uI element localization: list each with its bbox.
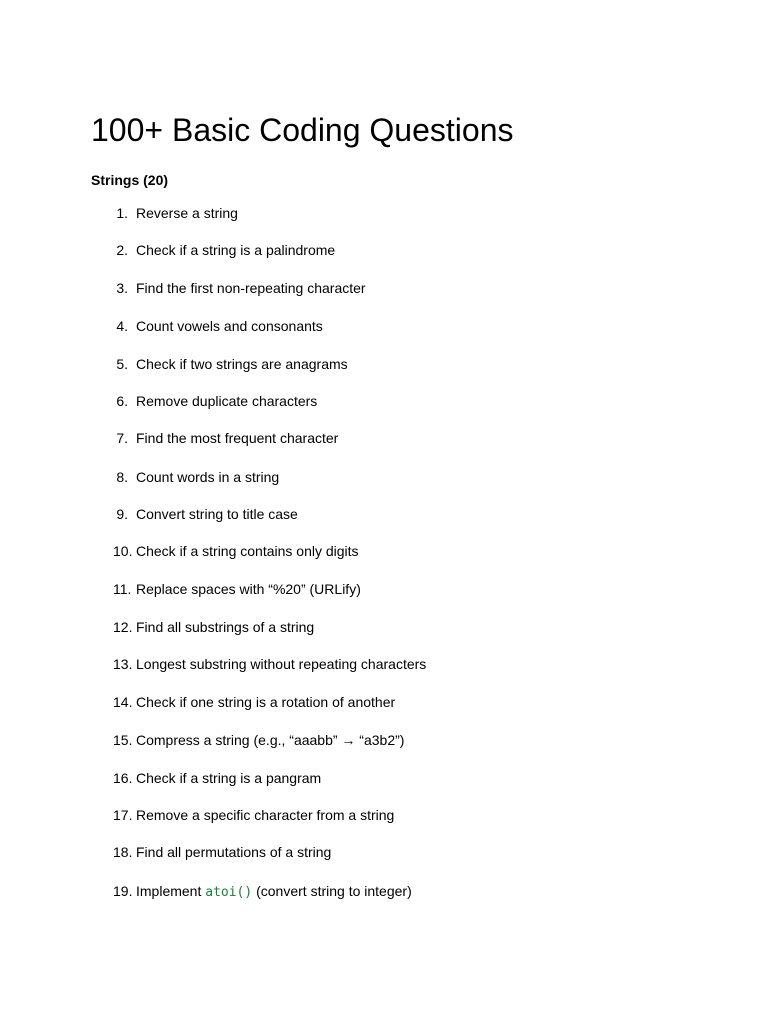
list-item-number: 8. (116, 469, 128, 485)
list-item (0, 541, 768, 561)
list-item-text: Remove duplicate characters (136, 393, 318, 409)
list-item (0, 504, 768, 524)
list-item (0, 617, 768, 637)
list-item-number: 13. (113, 656, 133, 672)
list-item (0, 467, 768, 487)
list-item (0, 278, 768, 298)
list-item-text: Count vowels and consonants (136, 318, 323, 334)
list-item (0, 354, 768, 374)
list-item-number: 9. (116, 506, 128, 522)
list-item-text-before: Implement (136, 883, 206, 899)
list-item-number: 16. (113, 770, 133, 786)
list-item (0, 692, 768, 712)
list-item-text (136, 881, 412, 903)
list-item-number: 6. (116, 393, 128, 409)
list-item-text: Check if a string is a palindrome (136, 242, 336, 258)
list-item (0, 730, 768, 750)
list-item-text: Check if a string contains only digits (136, 543, 359, 559)
list-item-number: 14. (113, 694, 133, 710)
list-item (0, 240, 768, 260)
list-item-text: Replace spaces with “%20” (URLify) (136, 581, 361, 597)
list-item-text: Find the most frequent character (136, 430, 339, 446)
list-item (0, 768, 768, 788)
list-item (0, 579, 768, 599)
list-item (0, 654, 768, 674)
list-item (0, 881, 768, 901)
list-item-number: 17. (113, 807, 133, 823)
list-item-number: 15. (113, 732, 133, 748)
list-item-text: Find all substrings of a string (136, 619, 315, 635)
list-item (0, 203, 768, 223)
inline-code-atoi: atoi() (205, 885, 253, 900)
list-item-number: 19. (113, 883, 133, 899)
list-item-text-after: (convert string to integer) (252, 883, 412, 899)
list-item-text: Longest substring without repeating characters (136, 656, 427, 672)
list-item-text: Convert string to title case (136, 506, 298, 522)
list-item-text: Reverse a string (136, 205, 238, 221)
list-item-number: 12. (113, 619, 133, 635)
list-item-text: Remove a specific character from a string (136, 807, 395, 823)
page-title: 100+ Basic Coding Questions (91, 112, 514, 148)
list-item (0, 805, 768, 825)
list-item-text: Check if a string is a pangram (136, 770, 322, 786)
list-item-text: Check if two strings are anagrams (136, 356, 348, 372)
list-item-text: Compress a string (e.g., “aaabb” → “a3b2”) (136, 732, 405, 748)
list-item (0, 316, 768, 336)
list-item-number: 7. (116, 430, 128, 446)
list-item-number: 4. (116, 318, 128, 334)
list-item-number: 11. (113, 581, 132, 597)
list-item-number: 10. (113, 543, 133, 559)
list-item-number: 3. (116, 280, 128, 296)
list-item (0, 391, 768, 411)
list-item (0, 428, 768, 448)
list-item-text: Find all permutations of a string (136, 844, 332, 860)
list-item-text: Check if one string is a rotation of another (136, 694, 396, 710)
list-item-number: 1. (116, 205, 128, 221)
list-item-text: Count words in a string (136, 469, 280, 485)
list-item-text: Find the first non-repeating character (136, 280, 366, 296)
section-heading-strings: Strings (20) (91, 172, 169, 188)
list-item-number: 2. (116, 242, 128, 258)
list-item-number: 5. (116, 356, 128, 372)
list-item-number: 18. (113, 844, 133, 860)
list-item (0, 842, 768, 862)
